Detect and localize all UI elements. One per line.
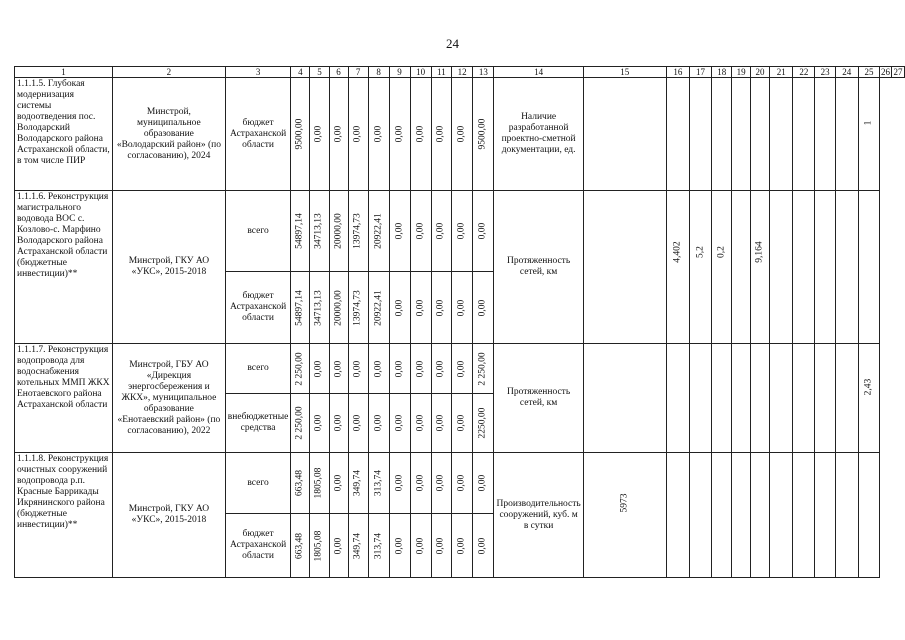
column-number: 7: [348, 67, 368, 78]
amount-value: 0,00: [435, 537, 446, 554]
amount-value: 0,00: [456, 299, 467, 316]
amount-cell: [410, 394, 431, 453]
amount-value: 0,00: [333, 125, 344, 143]
amount-cell: [291, 191, 310, 272]
amount-value: 0,00: [352, 414, 363, 432]
indicator-value: [689, 453, 711, 578]
amount-cell: [431, 344, 451, 394]
amount-cell: [348, 344, 368, 394]
funding-source: бюджет Астраханской области: [225, 78, 291, 191]
indicator-value: [835, 344, 858, 453]
indicator-value: [815, 191, 835, 344]
amount-cell: [310, 514, 329, 578]
amount-cell: [452, 78, 473, 191]
amount-cell: [368, 453, 389, 514]
amount-value: 0,00: [352, 360, 363, 377]
column-number: 23: [815, 67, 835, 78]
indicator-value: [712, 344, 732, 453]
amount-value: 0,00: [333, 537, 344, 554]
indicator-value: [750, 344, 769, 453]
amount-cell: [310, 191, 329, 272]
indicator-value: [732, 78, 750, 191]
amount-value: 0,00: [415, 537, 426, 554]
amount-value: 0,00: [394, 474, 405, 492]
amount-value: 0,00: [435, 222, 446, 240]
amount-value: 1805,08: [313, 467, 324, 499]
column-number: 26: [881, 66, 891, 77]
funding-source: всего: [225, 453, 291, 514]
amount-value: 0,00: [456, 360, 467, 377]
amount-value: 0,00: [394, 222, 405, 240]
amount-cell: [452, 272, 473, 344]
amount-cell: [368, 344, 389, 394]
column-number: 1: [15, 67, 113, 78]
amount-value: 0,00: [394, 537, 405, 554]
indicator-value: [835, 78, 858, 191]
amount-value: 0,00: [333, 474, 344, 492]
amount-value: 0,00: [435, 360, 446, 377]
amount-cell: [310, 453, 329, 514]
indicator-value: [689, 344, 711, 453]
amount-cell: [291, 453, 310, 514]
indicator-value: [793, 191, 815, 344]
amount-cell: [473, 453, 494, 514]
indicator-value: [712, 453, 732, 578]
executor: Минстрой, муниципальное образование «Володарский район» (по согласованию), 2024: [113, 78, 226, 191]
amount-cell: [329, 272, 348, 344]
amount-cell: [431, 514, 451, 578]
column-number: 19: [732, 67, 750, 78]
amount-cell: [431, 78, 451, 191]
amount-cell: [310, 78, 329, 191]
amount-cell: [452, 514, 473, 578]
indicator-value-text: 4,402: [672, 241, 683, 263]
indicator-value: [770, 344, 793, 453]
amount-value: 0,00: [456, 125, 467, 143]
amount-cell: [473, 272, 494, 344]
column-number: 2: [113, 67, 226, 78]
amount-cell: [348, 394, 368, 453]
amount-cell: [329, 344, 348, 394]
amount-cell: [329, 394, 348, 453]
column-number: 6: [329, 67, 348, 78]
amount-cell: [410, 344, 431, 394]
funding-source: всего: [225, 191, 291, 272]
indicator-name: Протяженность сетей, км: [494, 344, 583, 453]
amount-cell: [291, 272, 310, 344]
header-row: [15, 67, 905, 78]
page-number: 24: [446, 36, 459, 51]
amount-cell: [389, 78, 410, 191]
amount-value: 0,00: [415, 222, 426, 240]
amount-value: 0,00: [373, 414, 384, 432]
amount-cell: [389, 344, 410, 394]
measure-name: 1.1.1.8. Реконструкция очистных сооружений водопровода р.п. Красные Баррикады Икрянинского района (бюджетные инвестиции)**: [15, 453, 113, 578]
indicator-value: [815, 78, 835, 191]
amount-value: 0,00: [477, 222, 488, 240]
amount-value: 349,74: [352, 469, 363, 497]
measure-name: 1.1.1.6. Реконструкция магистрального водовода ВОС с. Козлово-с. Марфино Володарского района Астраханской области (бюджетные инвестиции)**: [15, 191, 113, 344]
amount-value: 0,00: [313, 360, 324, 377]
amount-cell: [473, 191, 494, 272]
table-row: [15, 453, 905, 514]
amount-value: 313,74: [373, 469, 384, 497]
amount-cell: [291, 344, 310, 394]
column-number: 16: [666, 67, 689, 78]
amount-cell: [452, 344, 473, 394]
amount-cell: [389, 394, 410, 453]
amount-value: 34713,13: [313, 289, 324, 326]
amount-cell: [348, 78, 368, 191]
amount-value: 0,00: [394, 125, 405, 143]
indicator-value: [712, 78, 732, 191]
column-number: 22: [793, 67, 815, 78]
amount-value: 0,00: [415, 360, 426, 377]
amount-cell: [348, 514, 368, 578]
indicator-value-text: 0,2: [716, 245, 727, 258]
amount-value: 0,00: [456, 222, 467, 240]
amount-cell: [410, 78, 431, 191]
amount-cell: [291, 78, 310, 191]
amount-cell: [410, 272, 431, 344]
column-number: 12: [452, 67, 473, 78]
amount-value: 20922,41: [373, 213, 384, 249]
indicator-value: [732, 191, 750, 344]
amount-cell: [310, 272, 329, 344]
indicator-value: [815, 453, 835, 578]
amount-cell: [389, 514, 410, 578]
amount-cell: [431, 453, 451, 514]
indicator-value: [666, 453, 689, 578]
amount-value: 0,00: [394, 299, 405, 316]
indicator-value: [750, 78, 769, 191]
indicator-value-text: 2,43: [863, 378, 874, 396]
indicator-value: [666, 191, 689, 344]
amount-value: 0,00: [394, 360, 405, 377]
indicator-value: [770, 191, 793, 344]
column-number: 5: [310, 67, 329, 78]
indicator-name: Протяженность сетей, км: [494, 191, 583, 344]
indicator-value: [858, 453, 879, 578]
column-number: 21: [770, 67, 793, 78]
executor: Минстрой, ГКУ АО «УКС», 2015-2018: [113, 191, 226, 344]
indicator-value-text: 5973: [619, 493, 630, 513]
amount-cell: [431, 394, 451, 453]
amount-cell: [348, 272, 368, 344]
table-row: [15, 191, 905, 272]
amount-value: 0,00: [333, 414, 344, 432]
indicator-value-text: 9,164: [754, 241, 765, 263]
amount-value: 0,00: [477, 474, 488, 492]
amount-value: 13974,73: [352, 289, 363, 326]
funding-source: бюджет Астраханской области: [225, 272, 291, 344]
amount-value: 9500,00: [294, 118, 305, 150]
amount-value: 0,00: [415, 474, 426, 492]
column-number: 20: [750, 67, 769, 78]
amount-value: 0,00: [394, 414, 405, 432]
indicator-value: [712, 191, 732, 344]
amount-value: 0,00: [477, 537, 488, 554]
indicator-value-text: 1: [863, 120, 874, 126]
indicator-value: [583, 191, 666, 344]
amount-value: 0,00: [352, 125, 363, 143]
indicator-value: [689, 191, 711, 344]
indicator-value: [732, 453, 750, 578]
indicator-value: [666, 78, 689, 191]
amount-cell: [389, 453, 410, 514]
indicator-value: [858, 344, 879, 453]
indicator-value: [835, 191, 858, 344]
indicator-value: [750, 191, 769, 344]
column-number: 27: [891, 67, 904, 78]
indicator-name: Наличие разработанной проектно-сметной документации, ед.: [494, 78, 583, 191]
indicator-value: [815, 344, 835, 453]
program-table: [14, 66, 905, 578]
amount-value: 0,00: [435, 125, 446, 143]
amount-cell: [431, 272, 451, 344]
column-number: 14: [494, 67, 583, 78]
amount-value: 13974,73: [352, 213, 363, 249]
column-number: 13: [473, 67, 494, 78]
amount-cell: [368, 514, 389, 578]
indicator-value: [583, 453, 666, 578]
funding-source: всего: [225, 344, 291, 394]
amount-value: 0,00: [373, 125, 384, 143]
amount-cell: [410, 453, 431, 514]
indicator-value: [750, 453, 769, 578]
indicator-value: [583, 344, 666, 453]
amount-value: 0,00: [373, 360, 384, 377]
funding-source: внебюджетные средства: [225, 394, 291, 453]
measure-name: 1.1.1.5. Глубокая модернизация системы водоотведения пос. Володарский Володарского района Астраханской области, в том числе ПИР: [15, 78, 113, 191]
amount-cell: [410, 191, 431, 272]
amount-value: 9500,00: [477, 118, 488, 150]
amount-cell: [368, 394, 389, 453]
column-number: 8: [368, 67, 389, 78]
amount-value: 20000,00: [333, 289, 344, 326]
amount-value: 0,00: [456, 537, 467, 554]
column-number: 24: [835, 67, 858, 78]
indicator-value: [858, 78, 879, 191]
table-row: [15, 78, 905, 191]
table-row: [15, 344, 905, 394]
amount-cell: [452, 394, 473, 453]
amount-value: 663,48: [294, 469, 305, 497]
indicator-value: [793, 78, 815, 191]
indicator-value: [835, 453, 858, 578]
funding-source: бюджет Астраханской области: [225, 514, 291, 578]
column-number: 10: [410, 67, 431, 78]
amount-value: 54897,14: [294, 289, 305, 326]
amount-value: 0,00: [415, 299, 426, 316]
amount-cell: [291, 514, 310, 578]
amount-cell: [310, 344, 329, 394]
amount-cell: [473, 344, 494, 394]
amount-value: 20922,41: [373, 289, 384, 326]
amount-cell: [310, 394, 329, 453]
column-number: 15: [583, 67, 666, 78]
amount-cell: [452, 453, 473, 514]
column-number: 9: [389, 67, 410, 78]
indicator-value: [858, 191, 879, 344]
amount-value: 0,00: [435, 414, 446, 432]
amount-cell: [329, 78, 348, 191]
amount-cell: [452, 191, 473, 272]
amount-cell: [473, 78, 494, 191]
indicator-value: [770, 78, 793, 191]
amount-cell: [368, 78, 389, 191]
amount-value: 34713,13: [313, 213, 324, 249]
amount-cell: [368, 191, 389, 272]
executor: Минстрой, ГБУ АО «Дирекция энергосбережения и ЖКХ», муниципальное образование «Енотаевский район» (по согласованию), 2022: [113, 344, 226, 453]
amount-value: 1805,08: [313, 530, 324, 561]
amount-value: 0,00: [456, 414, 467, 432]
amount-value: 2 250,00: [294, 351, 305, 386]
indicator-value: [732, 344, 750, 453]
measure-name: 1.1.1.7. Реконструкция водопровода для водоснабжения котельных ММП ЖКХ Енотаевского района Астраханской области: [15, 344, 113, 453]
amount-value: 349,74: [352, 532, 363, 559]
amount-cell: [329, 453, 348, 514]
indicator-value: [666, 344, 689, 453]
amount-value: 2 250,00: [294, 406, 305, 440]
column-number: 17: [689, 67, 711, 78]
amount-value: 0,00: [415, 125, 426, 143]
column-number: 11: [431, 67, 451, 78]
amount-cell: [348, 191, 368, 272]
amount-value: 0,00: [415, 414, 426, 432]
amount-cell: [368, 272, 389, 344]
amount-cell: [389, 191, 410, 272]
amount-value: 20000,00: [333, 213, 344, 249]
amount-value: 0,00: [456, 474, 467, 492]
amount-value: 0,00: [435, 474, 446, 492]
amount-value: 0,00: [333, 360, 344, 377]
indicator-value-text: 5,2: [695, 245, 705, 258]
amount-cell: [389, 272, 410, 344]
amount-cell: [329, 514, 348, 578]
amount-cell: [291, 394, 310, 453]
column-number: 4: [291, 67, 310, 78]
amount-value: 0,00: [435, 299, 446, 316]
indicator-value: [689, 78, 711, 191]
amount-value: 663,48: [294, 532, 305, 559]
indicator-name: Производительность сооружений, куб. м в сутки: [494, 453, 583, 578]
executor: Минстрой, ГКУ АО «УКС», 2015-2018: [113, 453, 226, 578]
amount-cell: [348, 453, 368, 514]
amount-value: 0,00: [313, 125, 324, 143]
amount-value: 313,74: [373, 532, 384, 559]
amount-cell: [329, 191, 348, 272]
amount-cell: [473, 514, 494, 578]
column-number: 18: [712, 67, 732, 78]
amount-cell: [410, 514, 431, 578]
indicator-value: [793, 453, 815, 578]
indicator-value: [793, 344, 815, 453]
amount-value: 2250,00: [477, 407, 488, 439]
amount-cell: [473, 394, 494, 453]
column-number: 25: [858, 67, 879, 78]
amount-value: 0,00: [313, 414, 324, 432]
amount-value: 54897,14: [294, 213, 305, 249]
indicator-value: [583, 78, 666, 191]
amount-value: 0,00: [477, 299, 488, 316]
amount-cell: [431, 191, 451, 272]
column-number: 3: [225, 67, 291, 78]
amount-value: 2 250,00: [477, 351, 488, 386]
indicator-value: [770, 453, 793, 578]
